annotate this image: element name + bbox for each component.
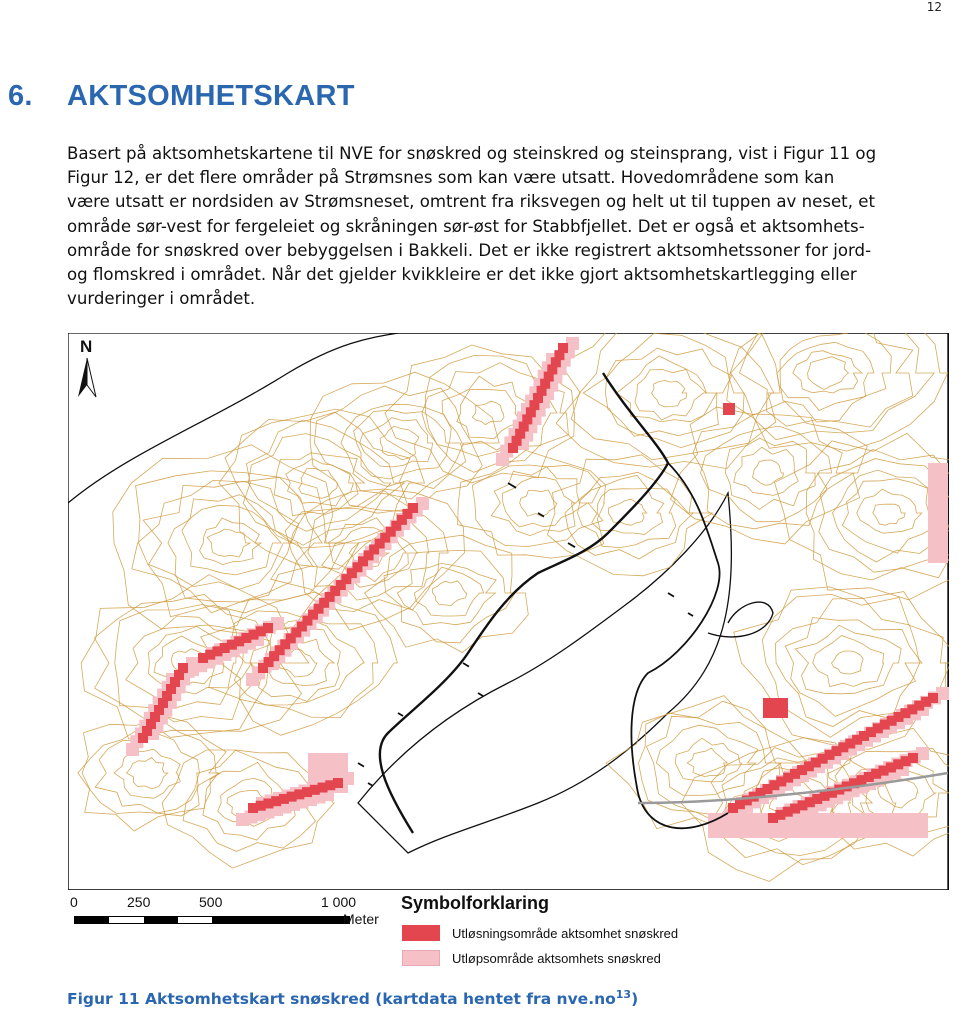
body-line: og flomskred i området. Når det gjelder kvikkleire er det ikke gjort aktsomhetskartlegging eller	[67, 265, 857, 285]
release-cell	[248, 803, 258, 813]
caption-footnote: 13	[615, 988, 632, 1001]
legend-label: Utløsningsområde aktsomhet snøskred	[452, 925, 679, 941]
scale-label: 250	[127, 894, 151, 910]
map-canvas	[68, 333, 949, 890]
release-cell	[768, 813, 778, 823]
section-title: AKTSOMHETSKART	[67, 80, 355, 112]
release-cell	[138, 733, 148, 743]
body-line: vurderinger i området.	[67, 289, 256, 309]
runout-cell	[246, 673, 259, 686]
north-label: N	[80, 337, 93, 356]
body-line: område for snøskred over bebyggelsen i Bakkeli. Det er ikke registrert aktsomhetssoner for jord-	[67, 240, 872, 260]
legend-item-release	[402, 925, 678, 941]
body-line: Figur 12, er det flere områder på Strømsnes som kan være utsatt. Hovedområdene som kan	[67, 168, 835, 188]
body-line: område sør-vest for fergeleiet og skråningen sør-øst for Stabbfjellet. Det er også et aktsomhets-	[67, 216, 865, 236]
hazard-map	[68, 333, 949, 890]
figure-caption	[67, 988, 638, 1008]
scale-label: 1 000	[321, 894, 357, 910]
release-patch	[723, 403, 735, 415]
release-cell	[258, 663, 268, 673]
legend-item-runout	[402, 950, 661, 966]
runout-cell	[496, 453, 509, 466]
release-cell	[198, 653, 208, 663]
runout-cell	[236, 813, 249, 826]
caption-close: )	[631, 990, 639, 1008]
scale-label: 500	[199, 894, 223, 910]
page-number: 12	[926, 0, 942, 14]
scale-unit: Meter	[343, 911, 379, 927]
runout-patch	[708, 813, 928, 838]
body-paragraph	[67, 142, 957, 311]
runout-patch	[928, 463, 948, 563]
body-line: være utsatt er nordsiden av Strømsneset, omtrent fra riksvegen og helt ut til tuppen av neset, et	[67, 192, 875, 212]
section-heading	[8, 80, 355, 113]
release-cell	[508, 443, 518, 453]
section-number: 6.	[8, 80, 33, 112]
legend-swatch	[402, 950, 440, 966]
legend-title: Symbolforklaring	[401, 893, 550, 913]
runout-cell	[126, 743, 139, 756]
caption-text: Figur 11 Aktsomhetskart snøskred (kartdata hentet fra nve.no	[67, 990, 616, 1008]
scale-bar	[74, 916, 350, 924]
scale-label: 0	[70, 894, 78, 910]
release-cell	[728, 803, 738, 813]
legend-swatch	[402, 925, 440, 941]
map-legend-area	[68, 892, 949, 987]
release-patch	[763, 698, 788, 718]
legend-label: Utløpsområde aktsomhets snøskred	[452, 950, 661, 966]
body-line: Basert på aktsomhetskartene til NVE for snøskred og steinskred og steinsprang, vist i Figur 11 og	[67, 144, 877, 163]
